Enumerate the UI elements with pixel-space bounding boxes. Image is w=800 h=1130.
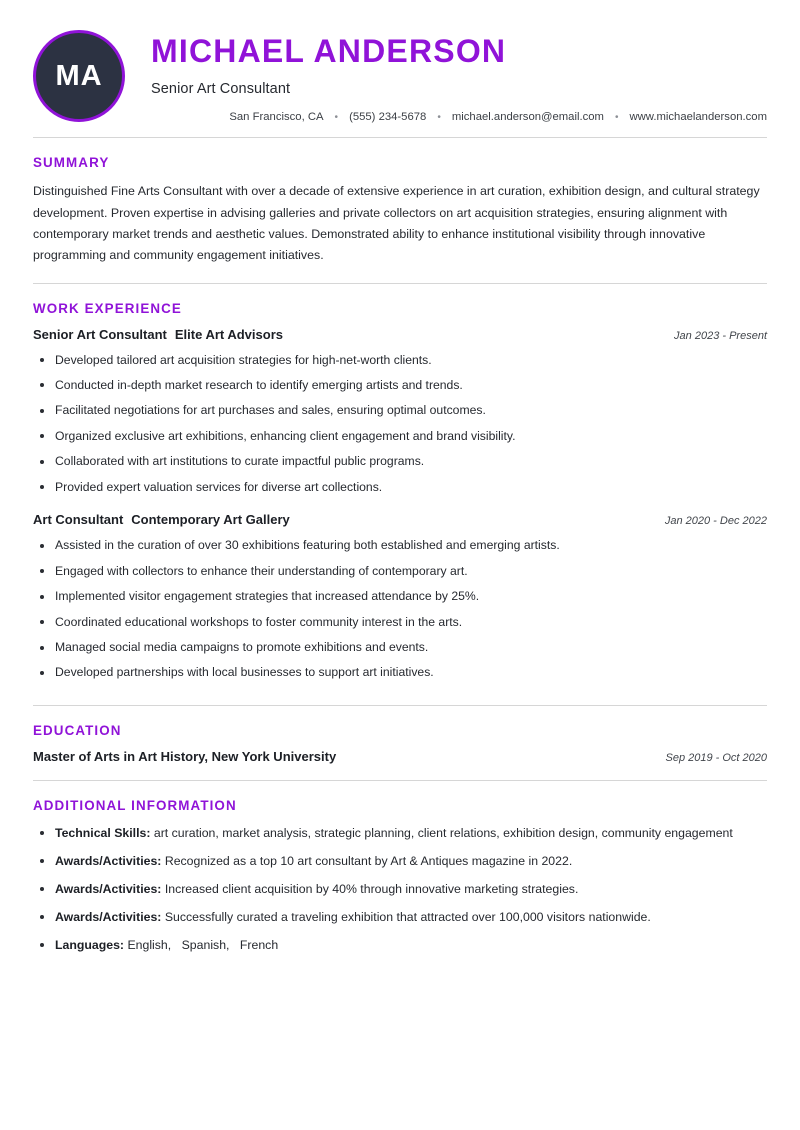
list-item: Provided expert valuation services for diverse art collections.	[33, 478, 767, 497]
experience-role: Art Consultant	[33, 512, 124, 528]
experience-company: Contemporary Art Gallery	[131, 512, 290, 528]
section-title-additional-information: ADDITIONAL INFORMATION	[33, 797, 237, 813]
summary-text: Distinguished Fine Arts Consultant with over a decade of extensive experience in art curation, exhibition design, and cultural strategy development. Proven expertise in advising galleries and private collectors on art acquisition strategies, ensuring alignment with contemporary market trends and aesthetic values. Demonstrated ability to enhance institutional visibility through innovative programming and community engagement initiatives.	[33, 184, 760, 263]
contact-website[interactable]: www.michaelanderson.com	[629, 111, 767, 124]
experience-role: Senior Art Consultant	[33, 326, 167, 342]
list-item	[33, 908, 767, 928]
header-main	[131, 28, 767, 123]
section-additional-information	[33, 781, 767, 980]
contact-separator-icon: •	[614, 111, 619, 123]
avatar-container	[33, 28, 131, 122]
experience-entry	[33, 327, 767, 497]
experience-dates: Jan 2023 - Present	[674, 329, 767, 342]
info-label: Awards/Activities:	[55, 909, 162, 924]
info-label: Awards/Activities:	[55, 853, 162, 868]
contact-location: San Francisco, CA	[229, 111, 324, 124]
list-item: Developed tailored art acquisition strategies for high-net-worth clients.	[33, 351, 767, 370]
list-item: Implemented visitor engagement strategies that increased attendance by 25%.	[33, 587, 767, 606]
experience-entry-header	[33, 512, 767, 527]
language-value: French	[239, 937, 279, 952]
list-item: Coordinated educational workshops to foster community interest in the arts.	[33, 613, 767, 632]
languages-label: Languages:	[55, 937, 125, 952]
experience-bullet-list	[33, 536, 767, 682]
header-job-title: Senior Art Consultant	[151, 81, 291, 98]
education-dates: Sep 2019 - Oct 2020	[665, 751, 767, 764]
list-item-languages	[33, 936, 767, 956]
info-label: Awards/Activities:	[55, 881, 162, 896]
experience-company: Elite Art Advisors	[174, 326, 283, 342]
list-item: Organized exclusive art exhibitions, enhancing client engagement and brand visibility.	[33, 427, 767, 446]
contact-email[interactable]: michael.anderson@email.com	[451, 111, 604, 124]
list-item: Engaged with collectors to enhance their understanding of contemporary art.	[33, 562, 767, 581]
avatar: MA	[33, 30, 125, 122]
list-item	[33, 824, 767, 844]
list-item: Managed social media campaigns to promote exhibitions and events.	[33, 638, 767, 657]
list-item: Assisted in the curation of over 30 exhibitions featuring both established and emerging artists.	[33, 536, 767, 555]
contact-phone[interactable]: (555) 234-5678	[349, 111, 427, 124]
contact-row	[151, 111, 767, 123]
info-label: Technical Skills:	[55, 825, 151, 840]
list-item	[33, 852, 767, 872]
additional-info-list	[33, 824, 767, 956]
experience-bullet-list	[33, 351, 767, 497]
section-title-education: EDUCATION	[33, 722, 122, 738]
contact-separator-icon: •	[334, 111, 339, 123]
language-value: English,	[127, 937, 172, 952]
info-value: Increased client acquisition by 40% through innovative marketing strategies.	[164, 881, 579, 896]
section-title-work-experience: WORK EXPERIENCE	[33, 300, 182, 316]
experience-entry-header	[33, 327, 767, 342]
list-item: Collaborated with art institutions to curate impactful public programs.	[33, 452, 767, 471]
experience-dates: Jan 2020 - Dec 2022	[664, 515, 767, 528]
section-education	[33, 706, 767, 781]
experience-entry	[33, 512, 767, 682]
experience-role-company	[33, 327, 283, 342]
section-title-summary: SUMMARY	[33, 155, 110, 171]
info-value: Successfully curated a traveling exhibition that attracted over 100,000 visitors nationwide.	[164, 909, 651, 924]
page-title: MICHAEL ANDERSON	[151, 33, 507, 69]
list-item: Facilitated negotiations for art purchases and sales, ensuring optimal outcomes.	[33, 401, 767, 420]
resume-header	[33, 28, 767, 138]
experience-role-company	[33, 512, 290, 527]
info-value: art curation, market analysis, strategic planning, client relations, exhibition design, community engagement	[153, 825, 733, 840]
section-work-experience	[33, 284, 767, 706]
list-item	[33, 880, 767, 900]
education-entry	[33, 749, 767, 764]
list-item: Conducted in-depth market research to identify emerging artists and trends.	[33, 376, 767, 395]
contact-separator-icon: •	[437, 111, 441, 123]
section-summary	[33, 138, 767, 283]
education-degree: Master of Arts in Art History, New York University	[33, 748, 337, 764]
list-item: Developed partnerships with local businesses to support art initiatives.	[33, 663, 767, 682]
language-value: Spanish,	[181, 937, 230, 952]
info-value: Recognized as a top 10 art consultant by Art & Antiques magazine in 2022.	[164, 853, 573, 868]
